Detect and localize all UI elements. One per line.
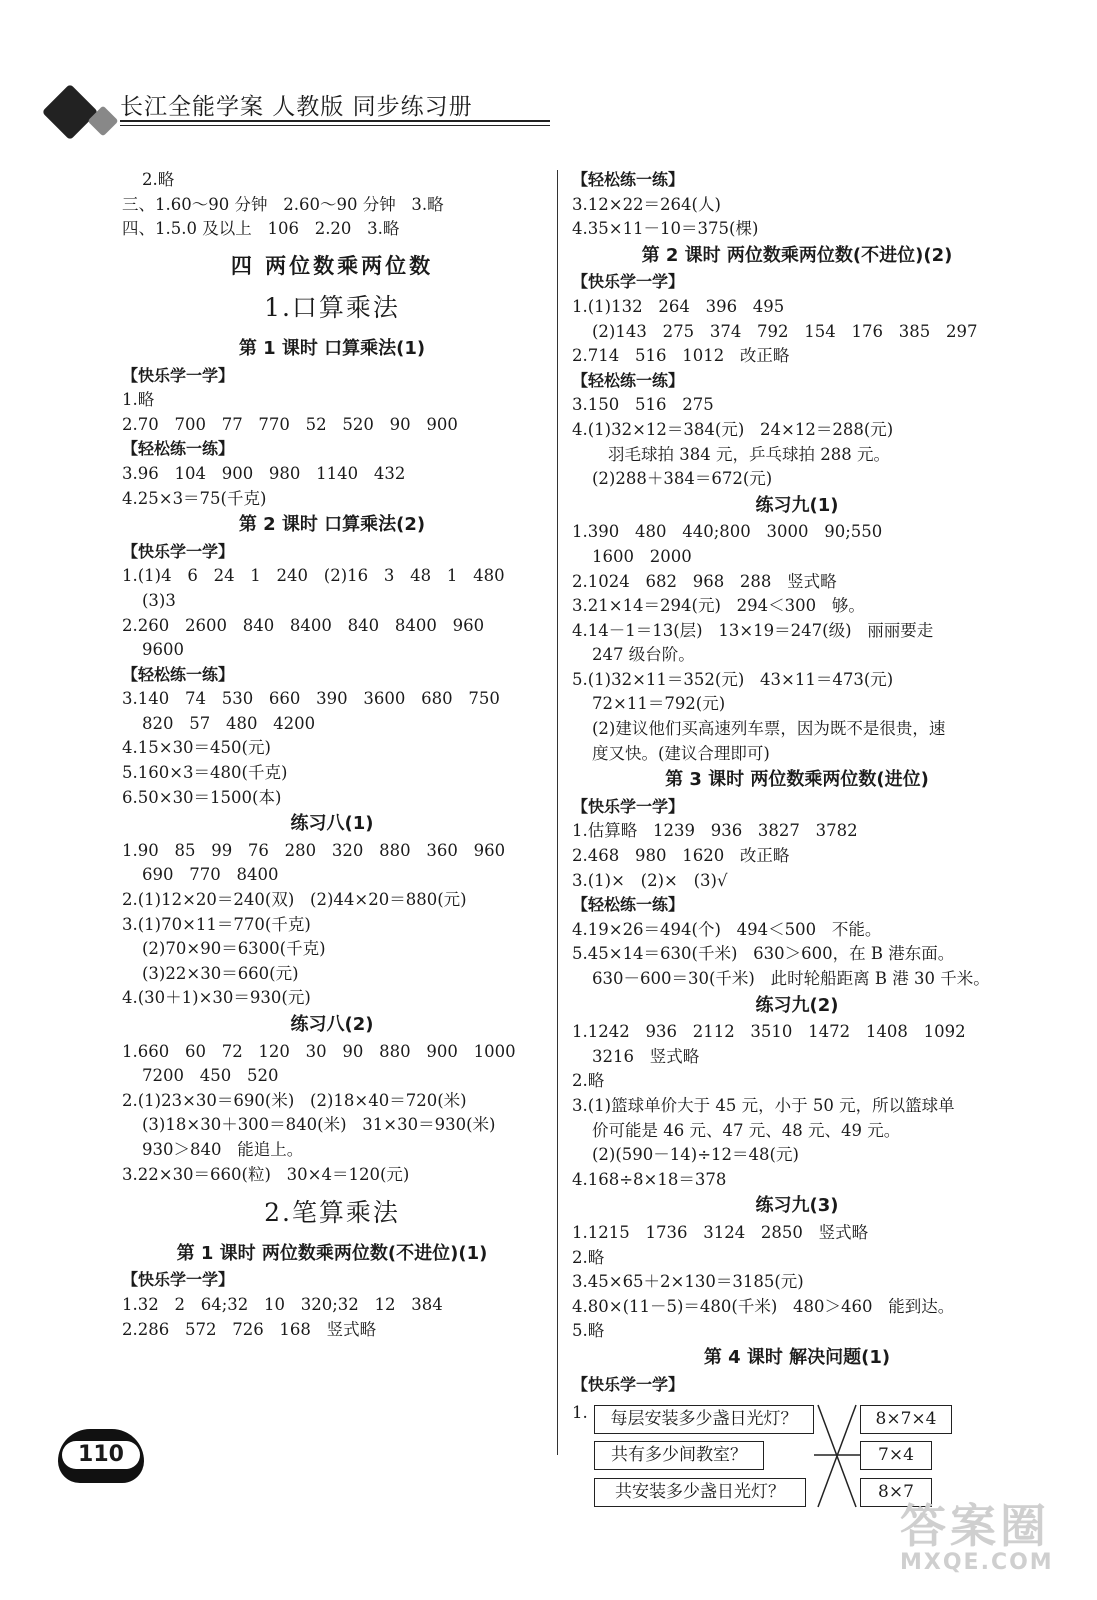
answer-line: 690 770 8400 [142, 865, 279, 885]
answer-line: 3.150 516 275 [572, 395, 714, 415]
subsection-tag: 【轻松练一练】 [572, 170, 685, 189]
right-column [572, 168, 1022, 1521]
page-number: 110 [62, 1441, 140, 1469]
subsection-tag: 【快乐学一学】 [572, 272, 685, 292]
answer-line: 7200 450 520 [142, 1066, 279, 1086]
matching-box-right: 7×4 [860, 1441, 932, 1470]
answer-line: 9600 [142, 640, 184, 660]
left-column [122, 168, 542, 1342]
answer-line: 羽毛球拍 384 元，乒乓球拍 288 元。 [608, 444, 890, 464]
answer-line: 3.22×30＝660(粒) 30×4＝120(元) [122, 1164, 410, 1184]
answer-line: 1.(1)4 6 24 1 240 (2)16 3 48 1 480 [122, 566, 505, 586]
matching-box-left: 每层安装多少盏日光灯？ [594, 1405, 814, 1434]
exercise-heading: 练习八(2) [290, 1014, 374, 1035]
section-heading: 2.笔算乘法 [264, 1198, 400, 1228]
section-heading: 1.口算乘法 [264, 293, 400, 323]
answer-line: 3.21×14＝294(元) 294＜300 够。 [572, 596, 865, 616]
subsection-tag: 【快乐学一学】 [122, 1270, 235, 1290]
answer-line: 1600 2000 [592, 546, 692, 566]
watermark-url: MXQE.COM [900, 1550, 1054, 1575]
answer-line: 三、1.60～90 分钟 2.60～90 分钟 3.略 [122, 194, 444, 214]
header-rule [120, 120, 550, 122]
answer-line: 1.(1)132 264 396 495 [572, 296, 785, 316]
answer-line: 3.12×22＝264(人) [572, 194, 721, 214]
matching-box-right: 8×7×4 [860, 1405, 952, 1434]
answer-line: 2.略 [142, 170, 175, 189]
answer-line: 1.660 60 72 120 30 90 880 900 1000 [122, 1041, 516, 1061]
answer-line: 5.略 [572, 1321, 605, 1341]
answer-line: 5.45×14＝630(千米) 630＞600，在 B 港东面。 [572, 944, 955, 964]
lesson-heading: 第 2 课时 口算乘法(2) [238, 514, 426, 536]
answer-line: 930＞840 能追上。 [142, 1139, 304, 1159]
answer-line: 72×11＝792(元) [592, 694, 726, 714]
answer-line: 1.32 2 64;32 10 320;32 12 384 [122, 1294, 443, 1314]
lesson-heading: 第 1 课时 口算乘法(1) [238, 337, 426, 359]
subsection-tag: 【快乐学一学】 [572, 1374, 685, 1394]
answer-line: 2.260 2600 840 8400 840 8400 960 [122, 615, 485, 635]
diamond-logo-icon [42, 84, 99, 141]
answer-line: 3.140 74 530 660 390 3600 680 750 [122, 689, 500, 709]
answer-line: (3)18×30＋300＝840(米) 31×30＝930(米) [142, 1115, 496, 1135]
answer-line: 度又快。(建议合理即可) [592, 743, 770, 763]
answer-line: 1.略 [122, 390, 155, 410]
answer-line: 2.略 [572, 1247, 605, 1267]
answer-line: 4.80×(11－5)＝480(千米) 480＞460 能到达。 [572, 1296, 955, 1316]
answer-line: (2)70×90＝6300(千克) [142, 939, 326, 959]
subsection-tag: 【轻松练一练】 [572, 895, 685, 915]
lesson-heading: 第 4 课时 解决问题(1) [703, 1346, 891, 1368]
answer-line: (3)22×30＝660(元) [142, 963, 299, 983]
answer-line: 3.(1)× (2)× (3)√ [572, 870, 728, 890]
answer-line: 1.390 480 440;800 3000 90;550 [572, 522, 883, 542]
answer-line: 2.(1)23×30＝690(米) (2)18×40＝720(米) [122, 1090, 467, 1110]
watermark-logo: 答案圈 [900, 1499, 1050, 1553]
answer-line: 820 57 480 4200 [142, 713, 316, 733]
question-number: 1. [572, 1403, 588, 1423]
matching-box-left: 共安装多少盏日光灯？ [594, 1478, 806, 1507]
answer-line: 2.286 572 726 168 竖式略 [122, 1319, 377, 1339]
exercise-heading: 练习九(1) [755, 494, 839, 516]
answer-line: 5.160×3＝480(千克) [122, 763, 288, 783]
answer-line: 价可能是 46 元、47 元、48 元、49 元。 [592, 1120, 901, 1140]
watermark [900, 1490, 1080, 1590]
answer-line: 4.168÷8×18＝378 [572, 1169, 727, 1189]
answer-line: 2.1024 682 968 288 竖式略 [572, 571, 837, 591]
matching-box-left: 共有多少间教室？ [594, 1441, 764, 1470]
answer-line: 2.468 980 1620 改正略 [572, 846, 790, 866]
answer-line: 4.(30＋1)×30＝930(元) [122, 988, 311, 1008]
answer-line: 6.50×30＝1500(本) [122, 787, 282, 807]
answer-line: (2)143 275 374 792 154 176 385 297 [592, 321, 978, 341]
answer-line: 3.(1)70×11＝770(千克) [122, 914, 311, 934]
column-divider [557, 170, 558, 1455]
answer-line: 3.45×65＋2×130＝3185(元) [572, 1272, 804, 1292]
subsection-tag: 【轻松练一练】 [572, 370, 685, 390]
lesson-heading: 第 2 课时 两位数乘两位数(不进位)(2) [641, 244, 953, 266]
answer-line: (2)288＋384＝672(元) [592, 469, 773, 489]
answer-line: 4.15×30＝450(元) [122, 738, 271, 758]
answer-line: 5.(1)32×11＝352(元) 43×11＝473(元) [572, 669, 894, 689]
page-number-badge [58, 1425, 144, 1483]
answer-line: 4.25×3＝75(千克) [122, 488, 267, 508]
answer-line: 4.19×26＝494(个) 494＜500 不能。 [572, 919, 882, 939]
answer-line: 1.90 85 99 76 280 320 880 360 960 [122, 840, 506, 860]
subsection-tag: 【快乐学一学】 [572, 796, 685, 816]
lesson-heading: 第 1 课时 两位数乘两位数(不进位)(1) [176, 1242, 488, 1264]
answer-line: 247 级台阶。 [592, 645, 695, 665]
answer-line: (2)(590－14)÷12＝48(元) [592, 1145, 799, 1165]
header-rule-thin [120, 125, 550, 126]
matching-box-right: 8×7 [860, 1478, 932, 1507]
subsection-tag: 【快乐学一学】 [122, 541, 235, 561]
answer-line: (2)建议他们买高速列车票，因为既不是很贵，速 [592, 719, 946, 739]
answer-line: 1.估算略 1239 936 3827 3782 [572, 821, 858, 841]
answer-line: 2.略 [572, 1071, 605, 1091]
subsection-tag: 【轻松练一练】 [122, 439, 235, 459]
page-header [40, 84, 510, 139]
answer-line: 2.70 700 77 770 52 520 90 900 [122, 414, 458, 434]
subsection-tag: 【快乐学一学】 [122, 365, 235, 385]
answer-line: (3)3 [142, 590, 176, 610]
exercise-heading: 练习八(1) [290, 813, 374, 835]
answer-line: 4.(1)32×12＝384(元) 24×12＝288(元) [572, 419, 894, 439]
answer-line: 3216 竖式略 [592, 1046, 700, 1066]
exercise-heading: 练习九(3) [755, 1195, 839, 1217]
header-title: 长江全能学案 人教版 同步练习册 [120, 94, 473, 120]
answer-line: 4.14－1＝13(层) 13×19＝247(级) 丽丽要走 [572, 620, 934, 640]
chapter-heading: 四 两位数乘两位数 [230, 253, 434, 278]
answer-line: 3.(1)篮球单价大于 45 元，小于 50 元，所以篮球单 [572, 1095, 955, 1115]
answer-line: 1.1242 936 2112 3510 1472 1408 1092 [572, 1022, 966, 1042]
exercise-heading: 练习九(2) [755, 994, 839, 1016]
answer-line: 四、1.5.0 及以上 106 2.20 3.略 [122, 219, 400, 239]
answer-line: 3.96 104 900 980 1140 432 [122, 463, 406, 483]
subsection-tag: 【轻松练一练】 [122, 664, 235, 684]
answer-line: 1.1215 1736 3124 2850 竖式略 [572, 1222, 869, 1242]
answer-line: 630－600＝30(千米) 此时轮船距离 B 港 30 千米。 [592, 969, 990, 988]
matching-lines [812, 1401, 862, 1511]
answer-line: 4.35×11－10＝375(棵) [572, 219, 759, 239]
answer-line: 2.714 516 1012 改正略 [572, 346, 790, 366]
lesson-heading: 第 3 课时 两位数乘两位数(进位) [665, 769, 929, 791]
answer-line: 2.(1)12×20＝240(双) (2)44×20＝880(元) [122, 890, 467, 910]
